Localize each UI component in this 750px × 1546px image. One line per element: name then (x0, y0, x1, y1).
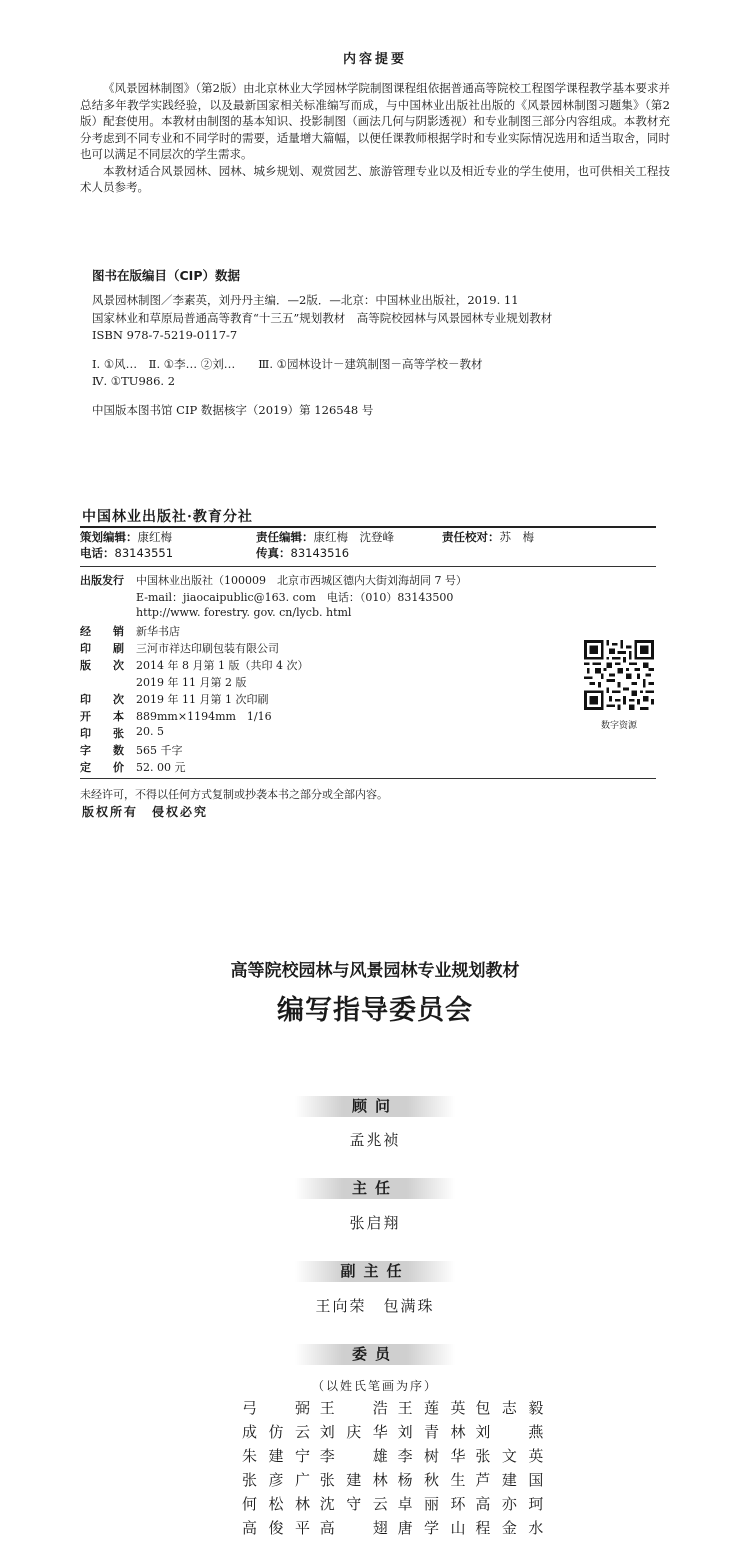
imprint-value: 2019 年 11 月第 2 版 (136, 676, 247, 689)
imprint-label: 定 价 (80, 761, 124, 774)
imprint-value: 三河市祥达印刷包装有限公司 (136, 642, 279, 655)
cip-line: 风景园林制图／李素英，刘丹丹主编．—2版．—北京：中国林业出版社，2019. 11 (92, 293, 519, 307)
member-name: 包志毅 (475, 1399, 545, 1417)
member-name: 高亦珂 (475, 1495, 545, 1513)
member-name: 何松林 (242, 1495, 311, 1513)
intro-text (80, 80, 670, 196)
intro-paragraph: 《风景园林制图》（第2版）由北京林业大学园林学院制图课程组依据普通高等院校工程图学课程教学基本要求并总结多年教学实践经验，以及最新国家相关标准编写而成，与中国林业出版社出版的《风景园林制图习题集》（第2版）配套使用。本教材由制图的基本知识、投影制图（画法几何与阴影透视）和专业制图三部分内容组成。本教材充分考虑到不同专业和不同学时的需要，适量增大篇幅，以便任课教师根据学时和专业实际情况选用和适当取舍，同时也可以满足不同层次的学生需求。 (80, 81, 670, 161)
imprint-label: 开 本 (80, 710, 124, 723)
cip-line: Ⅰ. ①风… Ⅱ. ①李… ②刘… Ⅲ. ①园林设计－建筑制图－高等学校－教材 (92, 357, 483, 371)
qr-caption: 数字资源 (600, 721, 637, 731)
member-row (242, 1445, 544, 1466)
intro-paragraph: 本教材适合风景园林、园林、城乡规划、观赏园艺、旅游管理专业以及相近专业的学生使用，也可供相关工程技术人员参考。 (80, 163, 670, 194)
member-name: 芦建国 (475, 1471, 545, 1489)
member-name: 王莲英 (397, 1399, 467, 1417)
imprint-label: 印 刷 (80, 642, 124, 655)
intro-title: 内容提要 (342, 52, 407, 67)
member-name: 沈守云 (319, 1495, 389, 1513)
imprint-label: 版 次 (80, 659, 124, 672)
section-header-members: 委员 (295, 1344, 455, 1365)
member-name: 李雄 (319, 1447, 389, 1465)
section-header-deputy: 副主任 (295, 1261, 455, 1282)
planning-editor: 策划编辑：康红梅 (80, 530, 172, 544)
member-row (242, 1469, 544, 1490)
imprint-label: 经 销 (80, 625, 124, 638)
publisher-name: 中国林业出版社·教育分社 (82, 509, 253, 525)
cip-line: 国家林业和草原局普通高等教育“十三五”规划教材 高等院校园林与风景园林专业规划教材 (92, 311, 553, 325)
section-header-advisor: 顾问 (295, 1096, 455, 1117)
imprint-value: 新华书店 (136, 625, 180, 638)
member-name: 刘庆华 (319, 1423, 389, 1441)
member-name: 程金水 (475, 1519, 545, 1537)
member-name: 李树华 (397, 1447, 467, 1465)
deputy-names: 王向荣 包满珠 (315, 1297, 435, 1315)
imprint-value: 889mm×1194mm 1/16 (136, 710, 272, 723)
member-name: 高翅 (319, 1519, 389, 1537)
fax: 传真：83143516 (256, 546, 350, 560)
responsible-editor: 责任编辑：康红梅 沈登峰 (256, 530, 394, 544)
imprint-value: 2014 年 8 月第 1 版（共印 4 次） (136, 659, 309, 672)
member-name: 杨秋生 (397, 1471, 467, 1489)
imprint-label: 字 数 (80, 744, 124, 757)
director-names: 张启翔 (349, 1214, 401, 1232)
imprint-value: 52. 00 元 (136, 761, 186, 774)
divider (80, 778, 656, 779)
member-row (242, 1493, 544, 1514)
member-name: 朱建宁 (242, 1447, 311, 1465)
member-name: 张文英 (475, 1447, 545, 1465)
imprint-value: 565 千字 (136, 744, 183, 757)
imprint-value: E-mail：jiaocaipublic@163. com 电话：（010）83143500 (136, 591, 454, 604)
member-name: 唐学山 (397, 1519, 467, 1537)
rights-statement: 版权所有 侵权必究 (82, 805, 209, 819)
member-row (242, 1517, 544, 1538)
member-name: 成仿云 (242, 1423, 311, 1441)
cip-number: 中国版本图书馆 CIP 数据核字（2019）第 126548 号 (92, 403, 374, 417)
divider (80, 526, 656, 528)
member-row (242, 1397, 544, 1418)
imprint-value: http://www. forestry. gov. cn/lycb. html (136, 606, 352, 619)
series-title: 高等院校园林与风景园林专业规划教材 (230, 961, 520, 981)
imprint-label: 出版发行 (80, 574, 124, 587)
member-name: 高俊平 (242, 1519, 311, 1537)
cip-line: ISBN 978-7-5219-0117-7 (92, 328, 238, 342)
member-name: 弓弼 (242, 1399, 311, 1417)
cip-title: 图书在版编目（CIP）数据 (92, 268, 240, 283)
imprint-label: 印 次 (80, 693, 124, 706)
member-name: 张彦广 (242, 1471, 311, 1489)
member-name: 张建林 (319, 1471, 389, 1489)
imprint-label: 印 张 (80, 727, 124, 740)
committee-title: 编写指导委员会 (277, 995, 473, 1026)
divider (80, 566, 656, 567)
imprint-value: 2019 年 11 月第 1 次印刷 (136, 693, 269, 706)
copyright-note: 未经许可，不得以任何方式复制或抄袭本书之部分或全部内容。 (80, 788, 388, 801)
imprint-value: 20. 5 (136, 725, 164, 738)
member-row (242, 1421, 544, 1442)
member-name: 王浩 (319, 1399, 389, 1417)
phone: 电话：83143551 (80, 546, 174, 560)
imprint-value: 中国林业出版社（100009 北京市西城区德内大街刘海胡同 7 号） (136, 574, 467, 587)
cip-line: Ⅳ. ①TU986. 2 (92, 374, 176, 388)
member-name: 卓丽环 (397, 1495, 467, 1513)
section-header-director: 主任 (295, 1178, 455, 1199)
member-name: 刘青林 (397, 1423, 467, 1441)
members-note: （以姓氏笔画为序） (311, 1379, 438, 1393)
member-name: 刘燕 (475, 1423, 545, 1441)
advisor-names: 孟兆祯 (349, 1131, 401, 1149)
qr-code-icon[interactable] (584, 640, 654, 710)
proofreader: 责任校对：苏 梅 (442, 530, 534, 544)
